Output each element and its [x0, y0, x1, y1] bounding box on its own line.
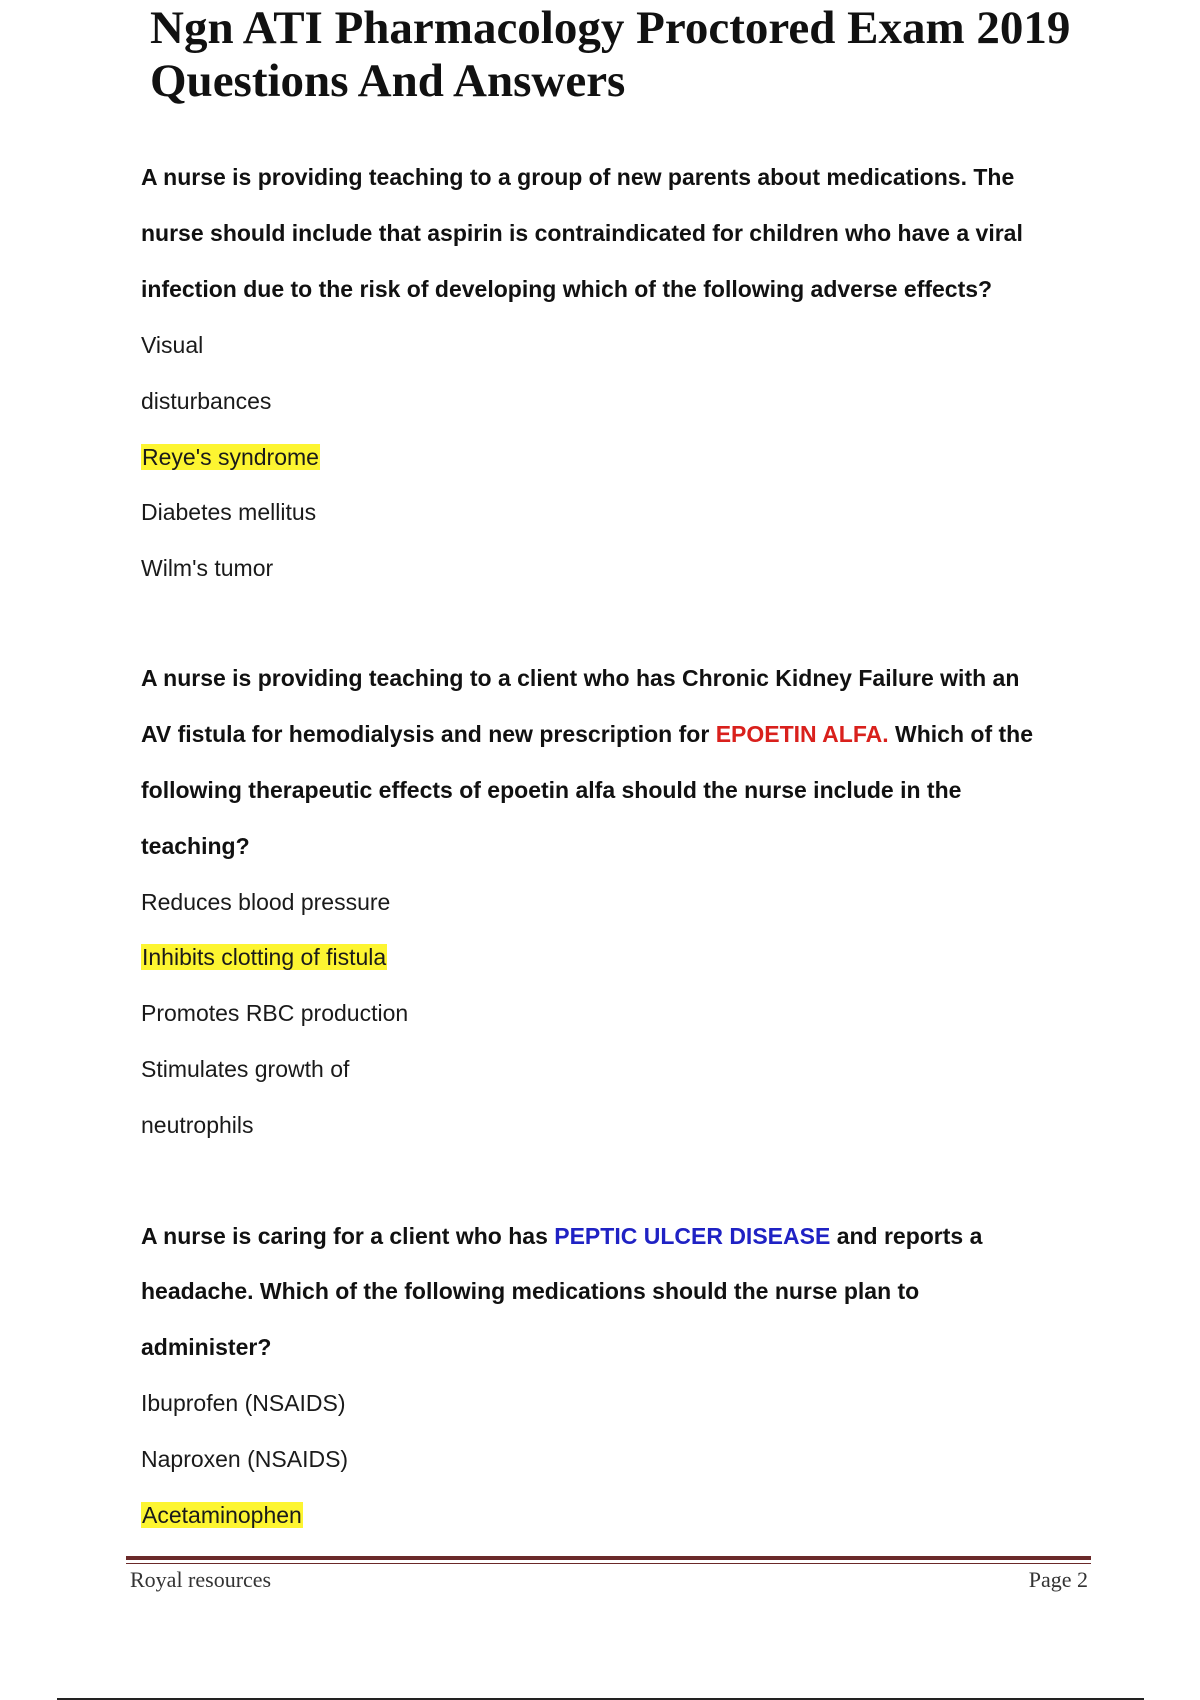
- question-2-stem-line: teaching?: [141, 833, 250, 859]
- answer-option: Reduces blood pressure: [141, 889, 391, 915]
- answer-option: neutrophils: [141, 1112, 254, 1138]
- stem-text: and reports a: [836, 1223, 983, 1249]
- question-3-stem-line: administer?: [141, 1334, 272, 1360]
- title-line-2: Questions And Answers: [150, 55, 626, 107]
- condition-emphasis-blue: PEPTIC ULCER DISEASE: [554, 1223, 831, 1249]
- stem-text: AV fistula for hemodialysis and new prescription for: [141, 721, 710, 747]
- page-number: Page 2: [1028, 1567, 1088, 1592]
- answer-option: Visual: [141, 332, 204, 358]
- answer-option-correct: [141, 442, 320, 472]
- answer-option: Wilm's tumor: [141, 555, 274, 581]
- correct-answer-highlight: Reye's syndrome: [142, 444, 319, 470]
- question-1-stem-line: A nurse is providing teaching to a group of new parents about medications. The: [141, 164, 1015, 190]
- answer-option: disturbances: [141, 388, 272, 414]
- answer-option: Stimulates growth of: [141, 1056, 350, 1082]
- question-2-stem-line: following therapeutic effects of epoetin alfa should the nurse include in the: [141, 777, 962, 803]
- question-2-stem-line: A nurse is providing teaching to a client who has Chronic Kidney Failure with an: [141, 665, 1020, 691]
- answer-option: Diabetes mellitus: [141, 499, 317, 525]
- answer-option: Promotes RBC production: [141, 1000, 409, 1026]
- footer-rule-thin: [126, 1563, 1091, 1564]
- correct-answer-highlight: Inhibits clotting of fistula: [142, 944, 387, 970]
- answer-option: Naproxen (NSAIDS): [141, 1446, 349, 1472]
- question-3-stem-line: [141, 1221, 982, 1251]
- question-2-stem-line: [141, 719, 1033, 749]
- drug-emphasis-red: EPOETIN ALFA.: [715, 721, 889, 747]
- title-line-1: Ngn ATI Pharmacology Proctored Exam 2019: [150, 2, 1071, 54]
- stem-text: Which of the: [895, 721, 1034, 747]
- answer-option-correct: [141, 942, 387, 972]
- stem-text: A nurse is caring for a client who has: [141, 1223, 548, 1249]
- correct-answer-highlight: Acetaminophen: [142, 1502, 302, 1528]
- footer-source: Royal resources: [130, 1567, 272, 1592]
- document-title: [150, 2, 1150, 108]
- question-1-stem-line: infection due to the risk of developing which of the following adverse effects?: [141, 276, 993, 302]
- answer-option-correct: [141, 1500, 303, 1530]
- question-3-stem-line: headache. Which of the following medications should the nurse plan to: [141, 1278, 920, 1304]
- question-1-stem-line: nurse should include that aspirin is contraindicated for children who have a viral: [141, 220, 1023, 246]
- answer-option: Ibuprofen (NSAIDS): [141, 1390, 346, 1416]
- footer-rule-thick: [126, 1556, 1091, 1560]
